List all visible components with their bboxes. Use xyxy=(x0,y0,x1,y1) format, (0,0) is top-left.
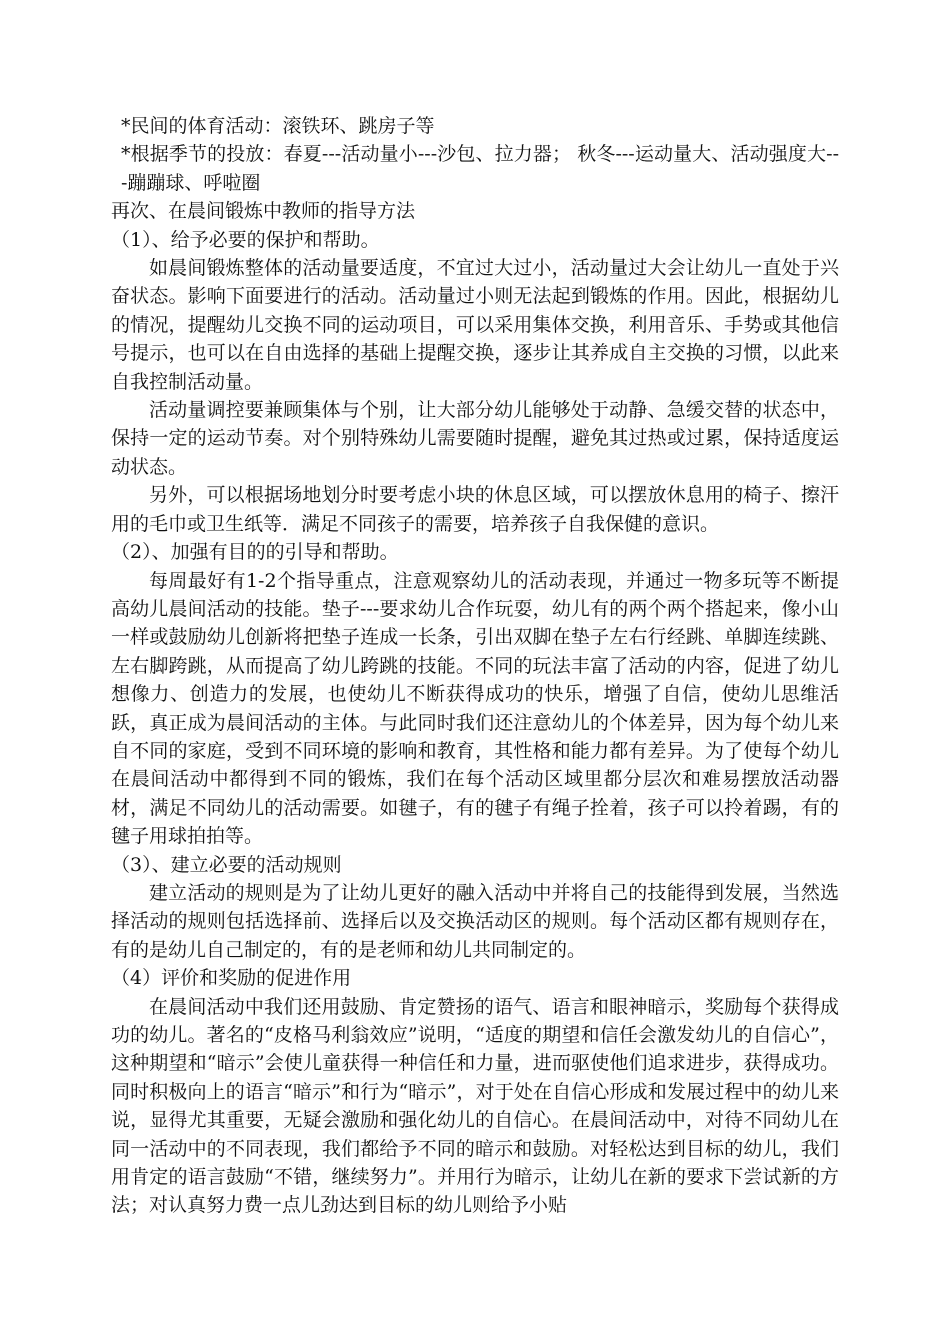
subheading-3: （3）、建立必要的活动规则 xyxy=(111,853,342,876)
paragraph-1: 如晨间锻炼整体的活动量要适度，不宜过大过小，活动量过大会让幼儿一直处于兴奋状态。影响下面要进行的活动。活动量过小则无法起到锻炼的作用。因此，根据幼儿的情况，提醒幼儿交换不同的运动项目，可以采用集体交换，利用音乐、手势或其他信号提示，也可以在自由选择的基础上提醒交换，逐步让其养成自主交换的习惯，以此来自我控制活动量。 xyxy=(111,257,839,393)
section-heading: 再次、在晨间锻炼中教师的指导方法 xyxy=(111,200,416,223)
paragraph-4: 每周最好有1-2个指导重点，注意观察幼儿的活动表现，并通过一物多玩等不断提高幼儿晨间活动的技能。垫子---要求幼儿合作玩耍，幼儿有的两个两个搭起来，像小山一样或鼓励幼儿创新将把垫子连成一长条，引出双脚在垫子左右行经跳、单脚连续跳、左右脚跨跳，从而提高了幼儿跨跳的技能。不同的玩法丰富了活动的内容，促进了幼儿想像力、创造力的发展，也使幼儿不断获得成功的快乐，增强了自信，使幼儿思维活跃，真正成为晨间活动的主体。与此同时我们还注意幼儿的个体差异，因为每个幼儿来自不同的家庭，受到不同环境的影响和教育，其性格和能力都有差异。为了使每个幼儿在晨间活动中都得到不同的锻炼，我们在每个活动区域里都分层次和难易摆放活动器材，满足不同幼儿的活动需要。如毽子，有的毽子有绳子拴着，孩子可以拎着踢，有的毽子用球拍拍等。 xyxy=(111,569,839,848)
document-page xyxy=(111,112,839,1220)
paragraph-6: 在晨间活动中我们还用鼓励、肯定赞扬的语气、语言和眼神暗示，奖励每个获得成功的幼儿。著名的“皮格马利翁效应”说明，“适度的期望和信任会激发幼儿的自信心”，这种期望和“暗示”会使儿童获得一种信任和力量，进而驱使他们追求进步，获得成功。同时积极向上的语言“暗示”和行为“暗示”，对于处在自信心形成和发展过程中的幼儿来说，显得尤其重要，无疑会激励和强化幼儿的自信心。在晨间活动中，对待不同幼儿在同一活动中的不同表现，我们都给予不同的暗示和鼓励。对轻松达到目标的幼儿，我们用肯定的语言鼓励“不错，继续努力”。并用行为暗示，让幼儿在新的要求下尝试新的方法；对认真努力费一点儿劲达到目标的幼儿则给予小贴 xyxy=(111,995,839,1217)
subheading-2: （2）、加强有目的的引导和帮助。 xyxy=(111,541,399,564)
subheading-4: （4）评价和奖励的促进作用 xyxy=(111,967,352,990)
bullet-folk-sports: *民间的体育活动：滚铁环、跳房子等 xyxy=(121,115,435,137)
paragraph-3: 另外，可以根据场地划分时要考虑小块的休息区域，可以摆放休息用的椅子、擦汗用的毛巾或卫生纸等．满足不同孩子的需要，培养孩子自我保健的意识。 xyxy=(111,484,839,535)
paragraph-2: 活动量调控要兼顾集体与个别，让大部分幼儿能够处于动静、急缓交替的状态中，保持一定的运动节奏。对个别特殊幼儿需要随时提醒，避免其过热或过累，保持适度运动状态。 xyxy=(111,399,839,478)
subheading-1: （1）、给予必要的保护和帮助。 xyxy=(111,228,380,251)
paragraph-5: 建立活动的规则是为了让幼儿更好的融入活动中并将自己的技能得到发展，当然选择活动的规则包括选择前、选择后以及交换活动区的规则。每个活动区都有规则存在，有的是幼儿自己制定的，有的是老师和幼儿共同制定的。 xyxy=(111,881,839,961)
bullet-seasonal-placement: *根据季节的投放：春夏---活动量小---沙包、拉力器； 秋冬---运动量大、活动强度大---蹦蹦球、呼啦圈 xyxy=(121,143,839,194)
